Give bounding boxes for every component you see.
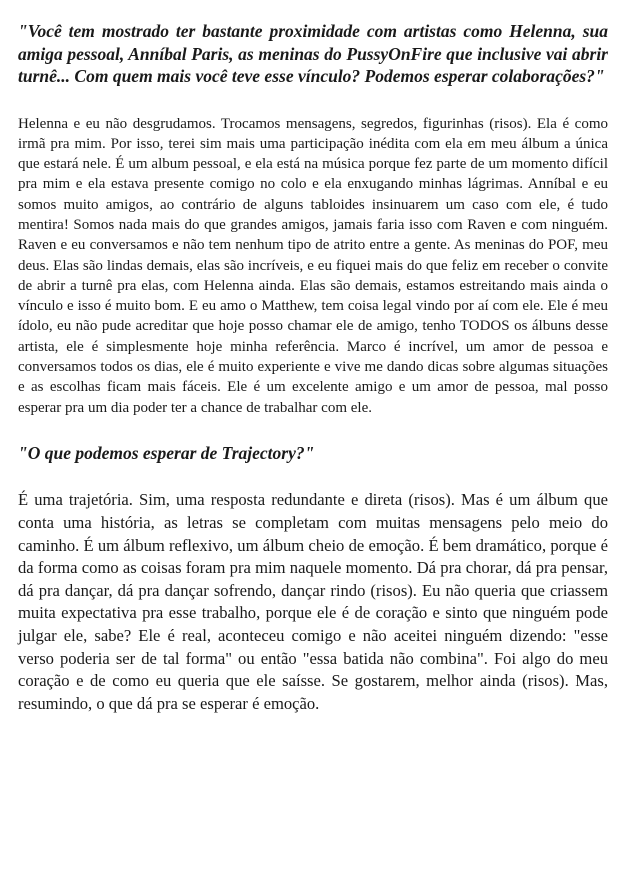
interview-answer-1: Helenna e eu não desgrudamos. Trocamos mensagens, segredos, figurinhas (risos). Ela é como irmã pra mim. Por isso, terei sim mais uma participação inédita com ela em meu álbum a única que estará nele. É um album pessoal, e ela está na música porque fez parte de um momento difícil pra mim e ela estava presente comigo no colo e ela enxugando minhas lágrimas. Anníbal e eu somos muito amigos, ao contrário de alguns tabloides insinuarem um caso com ele, é tudo mentira! Somos nada mais do que grandes amigos, jamais faria isso com Raven e com ninguém. Raven e eu conversamos e não tem nenhum tipo de atrito entre a gente. As meninas do POF, meu deus. Elas são lindas demais, elas são incríveis, e eu fiquei mais do que feliz em receber o convite de abrir a turnê pra elas, com Helenna ainda. Elas são demais, estamos estreitando mais ainda o vínculo e isso é muito bom. E eu amo o Matthew, tem coisa legal vindo por aí com ele. Ele é meu ídolo, eu não pude acreditar que hoje posso chamar ele de amigo, tenho TODOS os álbuns desse artista, ele é simplesmente hoje minha referência. Marco é incrível, um amor de pessoa e conversamos todos os dias, ele é muito experiente e vive me dando dicas sobre algumas situações e as escolhas ficam mais fáceis. Ele é um excelente amigo e um amor de pessoa, mal posso esperar pra um dia poder ter a chance de trabalhar com ele. (18, 115, 608, 416)
interview-answer-2: É uma trajetória. Sim, uma resposta redundante e direta (risos). Mas é um álbum que conta uma história, as letras se completam com muitas mensagens pelo meio do caminho. É um álbum reflexivo, um álbum cheio de emoção. É bem dramático, porque é da forma como as coisas foram pra mim naquele momento. Dá pra chorar, dá pra pensar, dá pra dançar, dá pra dançar sofrendo, dançar rindo (risos). Eu não queria que criassem muita expectativa pra esse trabalho, porque ele é de coração e sinto que ninguém pode julgar ele, sabe? Ele é real, aconteceu comigo e não aceitei ninguém dizendo: "esse verso poderia ser de tal forma" ou então "essa batida não combina". Foi algo do meu coração e de como eu queria que ele saísse. Se gostarem, melhor ainda (risos). Mas, resumindo, o que dá pra se esperar é emoção. (18, 490, 608, 713)
interview-question-1: "Você tem mostrado ter bastante proximidade com artistas como Helenna, sua amiga pessoal, Anníbal Paris, as meninas do PussyOnFire que inclusive vai abrir turnê... Com quem mais você teve esse vínculo? Podemos esperar colaborações?" (18, 21, 608, 86)
interview-question-2: "O que podemos esperar de Trajectory?" (18, 442, 315, 463)
